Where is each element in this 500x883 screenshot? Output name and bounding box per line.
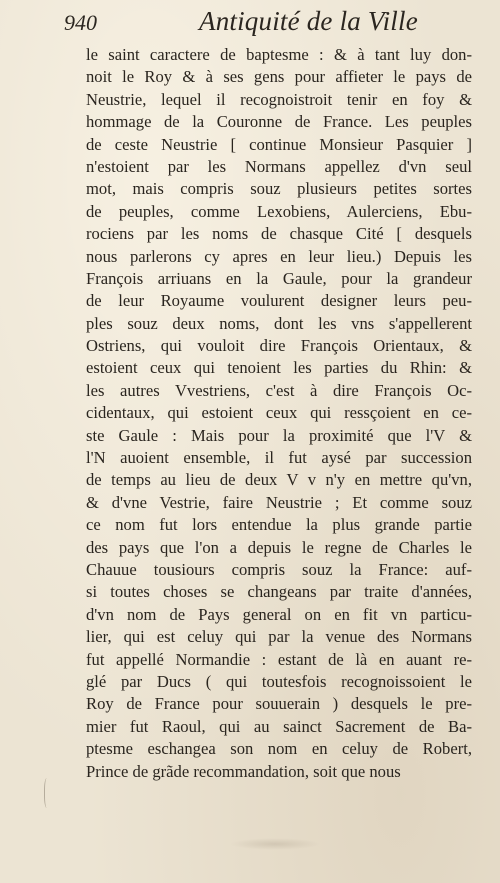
text-line: glé par Ducs ( qui toutesfois recognoissoient le (86, 671, 472, 691)
page-header (64, 4, 464, 40)
text-line: si toutes choses se changeans par traite d'années, (86, 582, 472, 602)
text-line: François arriuans en la Gaule, pour la grandeur (86, 268, 472, 288)
text-line: ce nom fut lors entendue la plus grande partie (86, 515, 472, 535)
text-line: Neustrie, lequel il recognoistroit tenir en foy & (86, 89, 472, 109)
text-line: le saint caractere de baptesme : & à tant luy don- (86, 45, 472, 64)
body-text (86, 44, 472, 783)
text-line: de ceste Neustrie [ continue Monsieur Pasquier ] (86, 134, 472, 154)
text-line: noit le Roy & à ses gens pour affieter le pays de (86, 67, 472, 87)
text-line: d'vn nom de Pays general on en fit vn particu- (86, 604, 472, 624)
text-line: rociens par les noms de chasque Cité [ desquels (86, 224, 472, 244)
text-line: fut appellé Normandie : estant de là en auant re- (86, 649, 472, 669)
text-line: Ostriens, qui vouloit dire François Orientaux, & (86, 336, 472, 356)
page-number: 940 (64, 10, 97, 35)
text-line: Chauue tousiours compris souz la France: auf- (86, 559, 472, 579)
text-line: les autres Vvestriens, c'est à dire François Oc- (86, 380, 472, 400)
text-line: de leur Royaume voulurent designer leurs peu- (86, 291, 472, 311)
text-line: nous parlerons cy apres en leur lieu.) Depuis les (86, 246, 472, 266)
text-line: des pays que l'on a depuis le regne de Charles le (86, 537, 472, 557)
text-line: ples souz deux noms, dont les vns s'appellerent (86, 313, 472, 333)
text-line: Prince de grãde recommandation, soit que nous (86, 761, 401, 781)
text-line: lier, qui est celuy qui par la venue des Normans (86, 627, 472, 647)
text-line: mot, mais compris souz plusieurs petites sortes (86, 179, 472, 199)
running-head: Antiquité de la Ville (199, 6, 418, 36)
text-line: & d'vne Vestrie, faire Neustrie ; Et comme souz (86, 492, 472, 512)
paper-stain (230, 838, 320, 850)
text-line: de temps au lieu de deux V v n'y en mettre qu'vn, (86, 470, 472, 490)
text-line: mier fut Raoul, qui au sainct Sacrement de Ba- (86, 716, 472, 736)
text-line: de peuples, comme Lexobiens, Aulerciens, Ebu- (86, 201, 472, 221)
text-line: ste Gaule : Mais pour la proximité que l'V & (86, 425, 472, 445)
text-line: l'N auoient ensemble, il fut aysé par succession (86, 448, 472, 468)
text-line: n'estoient par les Normans appellez d'vn seul (86, 156, 472, 176)
margin-mark (44, 778, 51, 808)
text-line: Roy de France pour souuerain ) desquels le pre- (86, 694, 472, 714)
text-line: ptesme eschangea son nom en celuy de Robert, (86, 739, 472, 759)
text-line: cidentaux, qui estoient ceux qui ressçoient en ce- (86, 403, 472, 423)
text-line: estoient ceux qui tenoient les parties du Rhin: & (86, 358, 472, 378)
text-line: hommage de la Couronne de France. Les peuples (86, 112, 472, 132)
